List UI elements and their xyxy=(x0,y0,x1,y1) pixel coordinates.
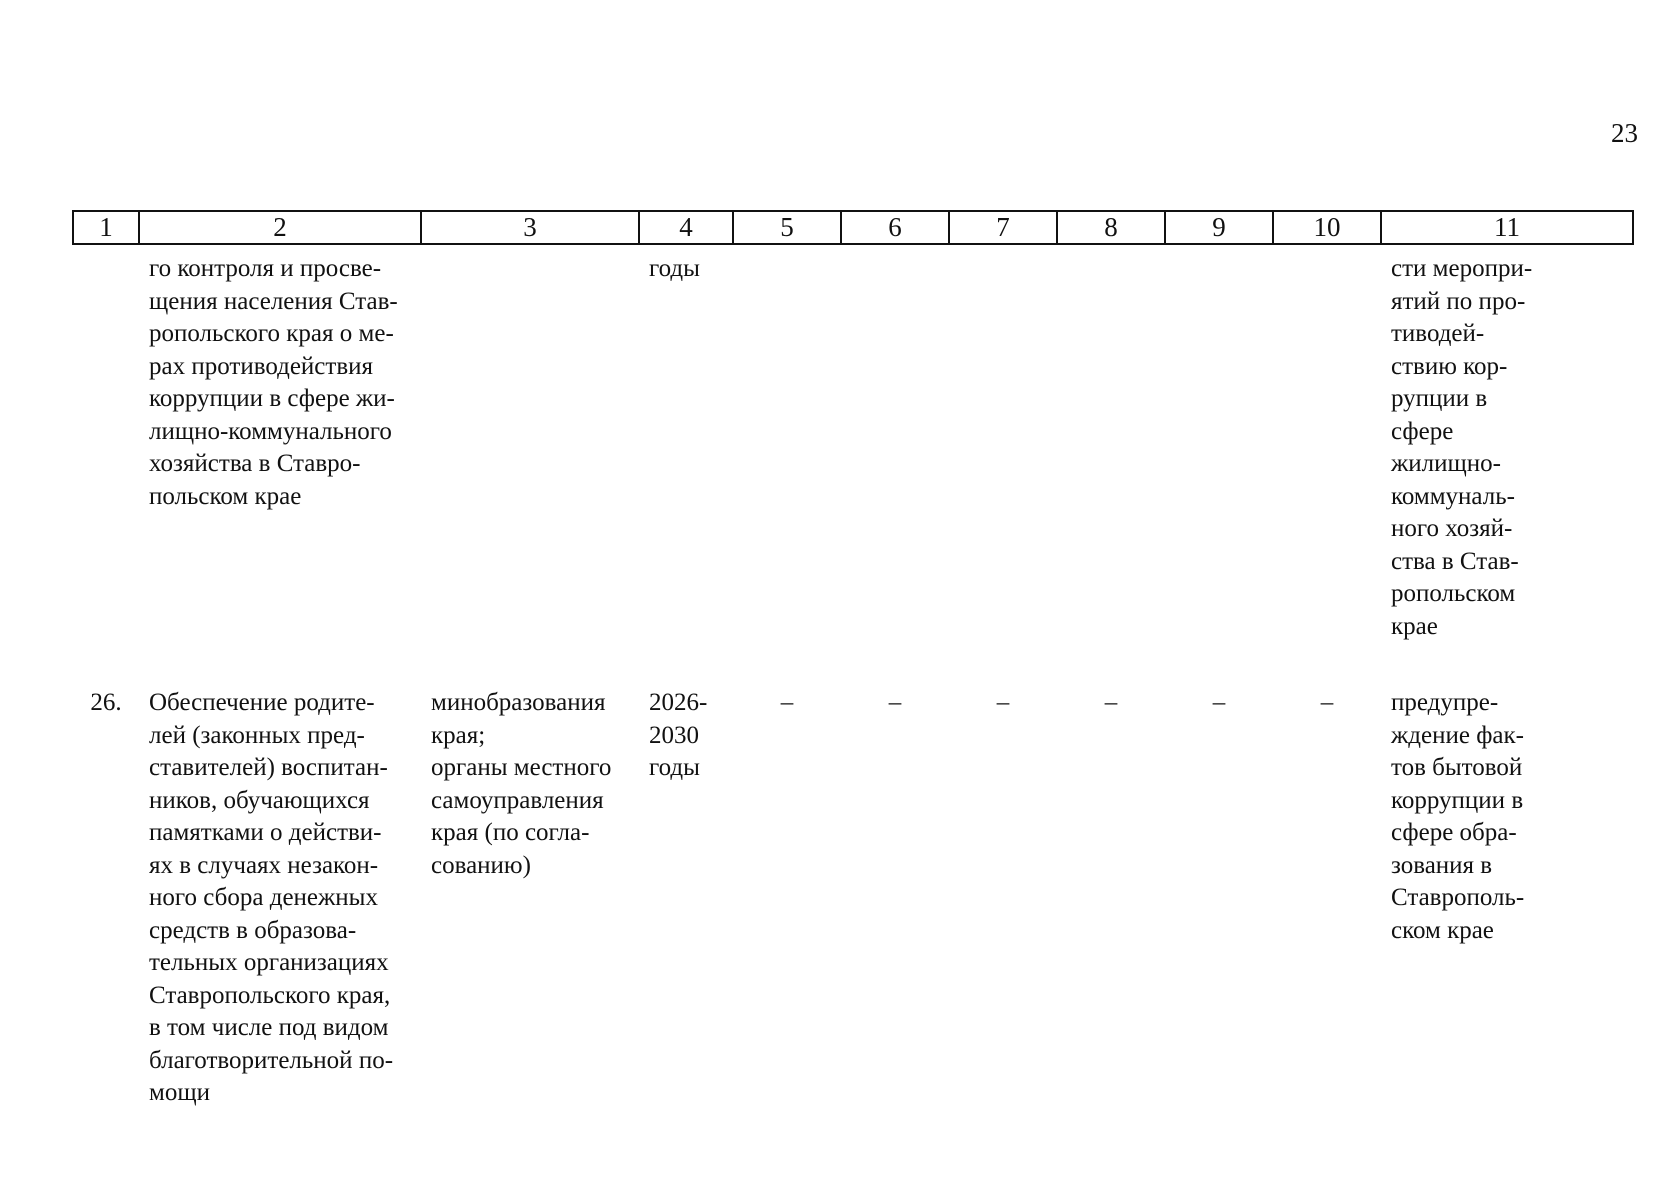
col-6-value xyxy=(841,244,949,679)
col-7-value xyxy=(949,244,1057,679)
measures-table xyxy=(72,210,1634,1110)
header-col-4: 4 xyxy=(639,211,733,244)
row-number: 26. xyxy=(90,689,122,716)
col-9-value: – xyxy=(1212,689,1226,716)
table-body xyxy=(73,244,1633,1110)
col-8-value xyxy=(1057,244,1165,679)
col-5-value: – xyxy=(780,689,794,716)
page-number: 23 xyxy=(1611,118,1638,148)
measure-description: го контроля и просве- щения населения Став- ропольского края о ме- рах противодействия коррупции в сфере жи- лищно-коммунального хозяйства в Ставро- польском крае xyxy=(149,255,398,510)
col-8-value: – xyxy=(1104,689,1118,716)
header-col-5: 5 xyxy=(733,211,841,244)
table-row xyxy=(73,679,1633,1110)
col-10-value: – xyxy=(1320,689,1334,716)
measures-table-container xyxy=(72,210,1632,1110)
expected-result: предупре- ждение фак- тов бытовой коррупции в сфере обра- зования в Ставрополь- ском крае xyxy=(1391,689,1525,944)
col-6-value: – xyxy=(888,689,902,716)
header-col-9: 9 xyxy=(1165,211,1273,244)
row-number xyxy=(73,244,139,679)
header-col-10: 10 xyxy=(1273,211,1381,244)
header-row xyxy=(73,211,1633,244)
header-col-11: 11 xyxy=(1381,211,1633,244)
col-5-value xyxy=(733,244,841,679)
header-col-7: 7 xyxy=(949,211,1057,244)
header-col-8: 8 xyxy=(1057,211,1165,244)
responsible-executor: минобразования края; органы местного самоуправления края (по согла- сованию) xyxy=(431,689,612,879)
header-col-1: 1 xyxy=(73,211,139,244)
col-7-value: – xyxy=(996,689,1010,716)
implementation-period: годы xyxy=(649,255,700,282)
header-col-6: 6 xyxy=(841,211,949,244)
implementation-period: 2026- 2030 годы xyxy=(649,689,708,781)
col-10-value xyxy=(1273,244,1381,679)
col-9-value xyxy=(1165,244,1273,679)
responsible-executor xyxy=(421,244,639,679)
measure-description: Обеспечение родите- лей (законных пред- ставителей) воспитан- ников, обучающихся памятками о действи- ях в случаях незакон- ного сбора денежных средств в образова- тельных организациях Ставропольского края, в том числе под видом благотворительной по- мощи xyxy=(149,689,394,1106)
header-col-3: 3 xyxy=(421,211,639,244)
header-col-2: 2 xyxy=(139,211,421,244)
table-row xyxy=(73,244,1633,679)
table-header xyxy=(73,211,1633,244)
expected-result: сти меропри- ятий по про- тиводей- ствию кор- рупции в сфере жилищно- коммуналь- ного хозяй- ства в Став- ропольском крае xyxy=(1391,255,1533,640)
